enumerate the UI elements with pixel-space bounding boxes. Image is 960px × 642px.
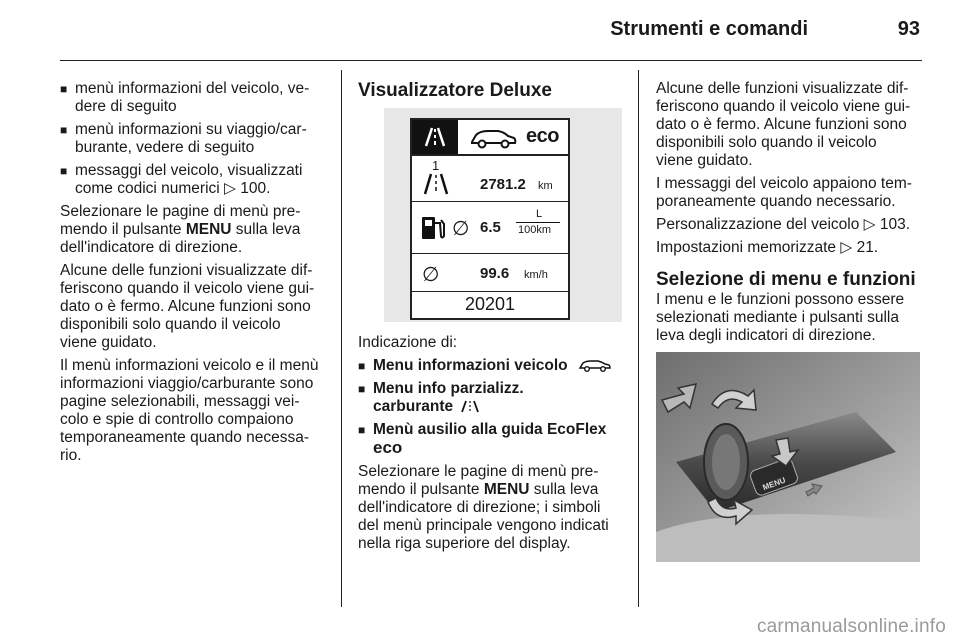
column-1 [60,80,336,470]
paragraph: I messaggi del veicolo appaiono tem- poraneamente quando necessario. [656,175,912,210]
list-item: ■ Menu info parzializz. carburante [358,380,636,416]
car-icon [468,126,518,150]
display-row-consumption [412,202,568,254]
list-item: ■ menù informazioni su viaggio/car- burante, vedere di seguito [60,121,336,157]
column-2-lower [358,334,636,558]
display-illustration [384,108,622,322]
eco-symbol: eco [373,438,403,457]
list-item: ■ menù informazioni del veicolo, ve- dere di seguito [60,80,336,116]
distance-unit: km [538,180,553,192]
display-row-distance [412,156,568,202]
fraction-line [516,222,560,223]
fuel-pump-icon [420,214,446,242]
section-heading: Selezione di menu e funzioni [656,269,916,290]
cross-reference: Personalizzazione del veicolo ▷ 103. [656,216,911,233]
distance-value: 2781.2 [480,176,526,193]
consumption-unit-bottom: 100km [518,224,552,236]
trip-road-icon-small [420,170,452,196]
display-row-speed [412,254,568,292]
paragraph: I menu e le funzioni possono essere selezionati mediante i pulsanti sulla leva degli indicatori di direzione. [656,291,905,344]
header-title: Strumenti e comandi [610,18,808,40]
speed-value: 99.6 [480,265,510,282]
column-3 [656,80,924,350]
lever-photo [656,352,920,562]
watermark: carmanualsonline.info [756,616,946,637]
trip-road-icon [412,120,458,154]
average-symbol: ∅ [422,264,440,286]
paragraph: Indicazione di: [358,334,458,351]
column-divider-2 [638,70,639,607]
paragraph: Selezionare le pagine di menù pre- mendo il pulsante MENU sulla leva dell'indicatore di direzione. [60,203,301,256]
column-divider-1 [341,70,342,607]
column-2 [358,80,633,108]
trip-index: 1 [432,158,440,173]
paragraph: Alcune delle funzioni visualizzate dif- feriscono quando il veicolo viene gui- dato o è fermo. Alcune funzioni sono disponibili solo quando il veicolo viene guidato. [656,80,911,169]
list-item: ■ Menù ausilio alla guida EcoFlex eco [358,421,636,458]
average-symbol: ∅ [452,218,470,240]
list-item: ■ Menu informazioni veicolo [358,357,636,375]
speed-unit: km/h [524,269,548,281]
car-icon [578,358,612,372]
header-rule [60,60,922,61]
consumption-value: 6.5 [480,219,501,236]
display-screen [410,118,570,320]
page-header [60,14,920,46]
trip-road-icon [459,399,481,413]
odometer-value: 20201 [464,294,516,314]
section-heading: Visualizzatore Deluxe [358,80,552,101]
consumption-unit-top: L [536,208,543,220]
paragraph: Selezionare le pagine di menù pre- mendo il pulsante MENU sulla leva dell'indicatore di direzione; i simboli del menù principale vengono indicati nella riga superiore del display. [358,463,609,552]
selected-tab [412,120,458,154]
turn-signal-lever-illustration [656,352,920,562]
eco-label: eco [526,125,559,147]
paragraph: Alcune delle funzioni visualizzate dif- feriscono quando il veicolo viene gui- dato o è fermo. Alcune funzioni sono disponibili solo quando il veicolo viene guidato. [60,262,315,351]
cross-reference: Impostazioni memorizzate ▷ 21. [656,239,879,256]
list-item: ■ messaggi del veicolo, visualizzati come codici numerici ▷ 100. [60,162,336,198]
page-number: 93 [897,18,920,40]
paragraph: Il menù informazioni veicolo e il menù informazioni viaggio/carburante sono pagine selezionabili, messaggi vei- colo e spie di controllo compaiono temporaneamente quando necessa- rio. [60,357,319,464]
display-top-row [412,120,568,156]
menu-button-label: MENU [761,475,787,493]
